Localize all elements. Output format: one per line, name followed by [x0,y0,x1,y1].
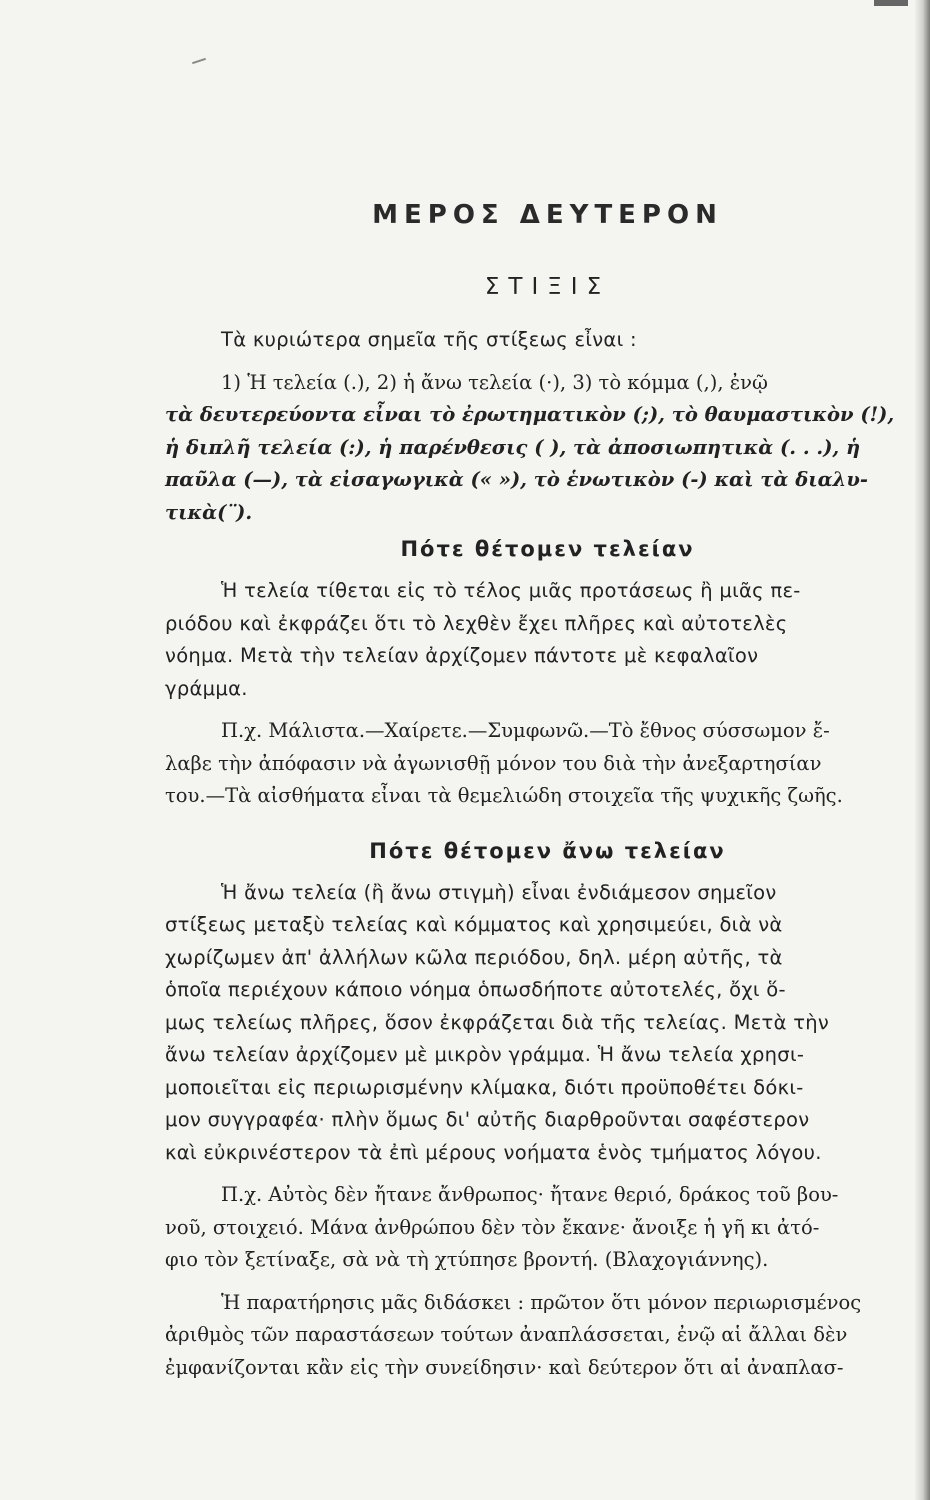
example-line: Π.χ. Αὐτὸς δὲν ἤτανε ἄνθρωπος· ἤτανε θεριό, δράκος τοῦ βου- [221,1183,839,1206]
paragraph-line: νόημα. Μετὰ τὴν τελείαν ἀρχίζομεν πάντοτε μὲ κεφαλαῖον [165,644,759,667]
paragraph-line: μον συγγραφέα· πλὴν ὅμως δι' αὐτῆς διαρθροῦνται σαφέστερον [165,1108,810,1131]
paragraph-line: καὶ εὐκρινέστερον τὰ ἐπὶ μέρους νοήματα ἑνὸς τμήματος λόγου. [165,1140,822,1164]
chapter-title: ΣΤΙΞΙΣ [484,274,611,300]
example-line: φιο τὸν ξετίναξε, σὰ νὰ τὴ χτύπησε βροντή. (Βλαχογιάννης). [165,1248,769,1271]
list-line: τὰ δευτερεύοντα εἶναι τὸ ἐρωτηματικὸν (;), τὸ θαυμαστικὸν (!), [165,403,895,426]
punctuation-list [165,367,930,530]
paragraph-line: ριόδου καὶ ἐκφράζει ὅτι τὸ λεχθὲν ἔχει πλῆρες καὶ αὐτοτελὲς [165,611,788,635]
ano-teleia-example [165,1179,930,1277]
intro-text: Τὰ κυριώτερα σημεῖα τῆς στίξεως εἶναι : [221,328,637,351]
teleia-example [165,715,930,813]
observation-line: ἐμφανίζονται κἂν εἰς τὴν συνείδησιν· καὶ δεύτερον ὅτι αἱ ἀναπλασ- [165,1355,844,1379]
observation-paragraph [165,1287,930,1385]
example-line: λαβε τὴν ἀπόφασιν νὰ ἀγωνισθῇ μόνον του διὰ τὴν ἀνεξαρτησίαν [165,751,822,775]
observation-line: ἀριθμὸς τῶν παραστάσεων τούτων ἀναπλάσσεται, ἐνῷ αἱ ἄλλαι δὲν [165,1323,848,1346]
paragraph-line: Ἡ τελεία τίθεται εἰς τὸ τέλος μιᾶς προτάσεως ἢ μιᾶς πε- [221,579,801,602]
observation-line: Ἡ παρατήρησις μᾶς διδάσκει : πρῶτον ὅτι μόνον περιωρισμένος [221,1290,862,1314]
paragraph-line: Ἡ ἄνω τελεία (ἢ ἄνω στιγμὴ) εἶναι ἐνδιάμεσον σημεῖον [221,880,777,904]
teleia-paragraph [165,575,930,705]
list-line: τικὰ(¨). [165,500,253,524]
section-title-ano-teleia: Πότε θέτομεν ἄνω τελείαν [369,838,726,863]
paragraph-line: ἄνω τελείαν ἀρχίζομεν μὲ μικρὸν γράμμα. Ἡ ἄνω τελεία χρησι- [165,1043,805,1066]
section-title-teleia: Πότε θέτομεν τελείαν [400,537,695,561]
example-line: Π.χ. Μάλιστα.—Χαίρετε.—Συμφωνῶ.—Τὸ ἔθνος σύσσωμον ἔ- [221,719,830,742]
paragraph-line: στίξεως μεταξὺ τελείας καὶ κόμματος καὶ χρησιμεύει, διὰ νὰ [165,913,783,936]
paragraph-line: χωρίζωμεν ἀπ' ἀλλήλων κῶλα περιόδου, δηλ. μέρη αὐτῆς, τὰ [165,945,783,969]
paragraph-line: γράμμα. [165,676,248,700]
paragraph-line: ὁποῖα περιέχουν κάποιο νόημα ὁπωσδήποτε αὐτοτελές, ὄχι ὅ- [165,978,786,1001]
list-line: παῦλα (—), τὰ εἰσαγωγικὰ (« »), τὸ ἑνωτικὸν (-) καὶ τὰ διαλυ- [165,468,868,491]
paragraph-line: μως τελείως πλῆρες, ὅσον ἐκφράζεται διὰ τῆς τελείας. Μετὰ τὴν [165,1010,830,1034]
part-title: ΜΕΡΟΣ ΔΕΥΤΕΡΟΝ [372,200,723,230]
list-line: ἡ διπλῆ τελεία (:), ἡ παρένθεσις ( ), τὰ ἀποσιωπητικὰ (. . .), ἡ [165,435,861,459]
page-content [165,200,930,1384]
paragraph-line: μοποιεῖται εἰς περιωρισμένην κλίμακα, διότι προϋποθέτει δόκι- [165,1075,804,1099]
example-line: νοῦ, στοιχειό. Μάνα ἀνθρώπου δὲν τὸν ἔκανε· ἄνοιξε ἡ γῆ κι ἀτό- [165,1215,820,1239]
ano-teleia-paragraph [165,877,930,1170]
stray-mark [192,58,206,64]
list-line: 1) Ἡ τελεία (.), 2) ἡ ἄνω τελεία (·), 3) τὸ κόμμα (,), ἐνῷ [221,370,768,394]
example-line: του.—Τὰ αἰσθήματα εἶναι τὰ θεμελιώδη στοιχεῖα τῆς ψυχικῆς ζωῆς. [165,784,843,807]
corner-mark [874,0,908,6]
